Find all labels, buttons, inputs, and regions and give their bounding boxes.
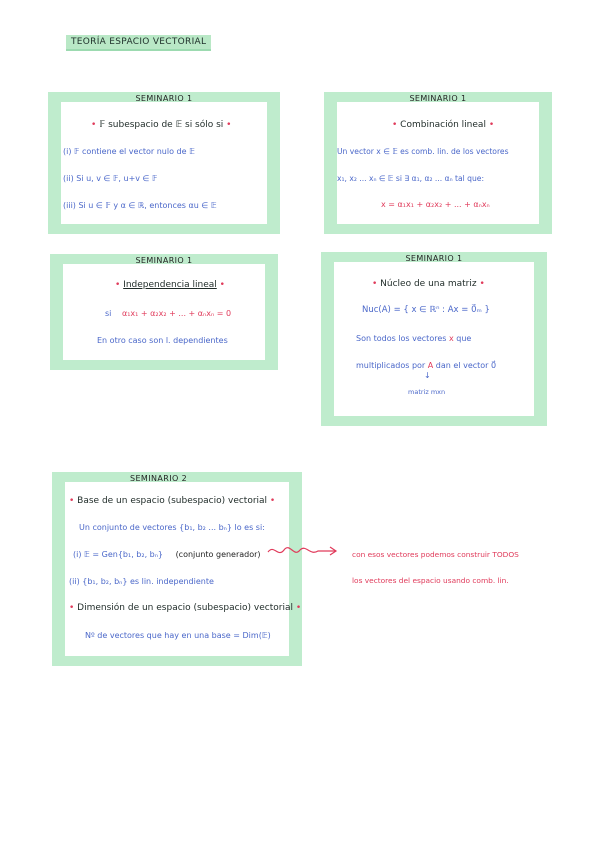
bullet-icon: • bbox=[115, 280, 124, 290]
body-text: Nº de vectores que hay en una base = Dim(𝔼) bbox=[85, 631, 271, 640]
list-item: (ii) {b₁, b₂, bₙ} es lin. independiente bbox=[69, 577, 214, 586]
heading-text: Base de un espacio (subespacio) vectorial bbox=[77, 496, 268, 506]
list-item: (iii) Si u ∈ 𝔽 y α ∈ ℝ, entonces αu ∈ 𝔼 bbox=[63, 201, 217, 210]
card-heading bbox=[69, 496, 275, 506]
card-header: SEMINARIO 1 bbox=[409, 94, 467, 103]
heading-text: Dimensión de un espacio (subespacio) vectorial bbox=[77, 603, 293, 613]
bullet-icon: • bbox=[392, 120, 401, 130]
note: (conjunto generador) bbox=[175, 550, 261, 559]
bullet-icon: • bbox=[292, 603, 302, 613]
card-header: SEMINARIO 1 bbox=[405, 254, 463, 263]
si-label: si bbox=[105, 309, 112, 318]
body-text bbox=[356, 334, 471, 343]
bullet-icon: • bbox=[485, 120, 495, 130]
arrow-down-icon: ↓ bbox=[424, 371, 431, 380]
var: x bbox=[448, 334, 454, 343]
formula: x = α₁x₁ + α₂x₂ + ... + αₙxₙ bbox=[381, 200, 490, 209]
body-text: En otro caso son l. dependientes bbox=[97, 336, 228, 345]
text: que bbox=[456, 334, 472, 343]
card-independencia-lineal bbox=[50, 254, 278, 370]
heading-text: 𝔽 subespacio de 𝔼 si sólo si bbox=[99, 120, 224, 130]
card-header: SEMINARIO 2 bbox=[130, 474, 188, 483]
bullet-icon: • bbox=[91, 120, 100, 130]
formula: Nuc(A) = { x ∈ ℝⁿ : Ax = 0⃗ₘ } bbox=[362, 305, 490, 315]
card-base-espacio bbox=[52, 472, 302, 666]
bullet-icon: • bbox=[372, 279, 381, 289]
squiggle-arrow-icon bbox=[266, 542, 340, 560]
card-heading-2 bbox=[69, 603, 301, 613]
side-note: los vectores del espacio usando comb. lin. bbox=[352, 576, 509, 585]
card-heading bbox=[115, 280, 225, 290]
formula: α₁x₁ + α₂x₂ + ... + αₙxₙ = 0 bbox=[121, 309, 232, 318]
body-text bbox=[356, 361, 496, 370]
bullet-icon: • bbox=[476, 279, 485, 289]
card-header: SEMINARIO 1 bbox=[135, 94, 193, 103]
card-heading bbox=[392, 120, 494, 130]
body-text: x₁, x₂ ... xₙ ∈ 𝔼 si ∃ α₁, α₂ ... αₙ tal que: bbox=[337, 174, 485, 183]
side-note: con esos vectores podemos construir TODOS bbox=[352, 550, 519, 559]
note-text: matriz mxn bbox=[408, 388, 446, 396]
card-subespacio bbox=[48, 92, 280, 234]
text: (i) 𝔼 = Gen{b₁, b₂, bₙ} bbox=[73, 550, 164, 559]
list-item: (i) 𝔽 contiene el vector nulo de 𝔼 bbox=[63, 147, 195, 156]
bullet-icon: • bbox=[69, 496, 78, 506]
text: multiplicados por bbox=[356, 361, 426, 370]
card-heading bbox=[372, 279, 485, 289]
var: A bbox=[427, 361, 434, 370]
bullet-icon: • bbox=[223, 120, 232, 130]
list-item: (ii) Si u, v ∈ 𝔽, u+v ∈ 𝔽 bbox=[63, 174, 158, 183]
heading-text: Núcleo de una matriz bbox=[380, 279, 477, 289]
list-item bbox=[73, 550, 261, 559]
heading-text: Combinación lineal bbox=[400, 120, 486, 130]
page-title: TEORÍA ESPACIO VECTORIAL bbox=[66, 35, 211, 51]
card-heading bbox=[91, 120, 231, 130]
card-combinacion-lineal bbox=[324, 92, 552, 234]
heading-text: Independencia lineal bbox=[123, 280, 217, 290]
formula-row bbox=[105, 309, 231, 318]
body-text: Un conjunto de vectores {b₁, b₂ ... bₙ} lo es si: bbox=[79, 523, 265, 532]
bullet-icon: • bbox=[267, 496, 276, 506]
card-header: SEMINARIO 1 bbox=[135, 256, 193, 265]
bullet-icon: • bbox=[69, 603, 78, 613]
body-text: Un vector x ∈ 𝔼 es comb. lin. de los vectores bbox=[337, 147, 509, 156]
card-nucleo-matriz bbox=[321, 252, 547, 426]
bullet-icon: • bbox=[216, 280, 225, 290]
text: dan el vector 0⃗ bbox=[435, 361, 497, 370]
text: Son todos los vectores bbox=[356, 334, 447, 343]
